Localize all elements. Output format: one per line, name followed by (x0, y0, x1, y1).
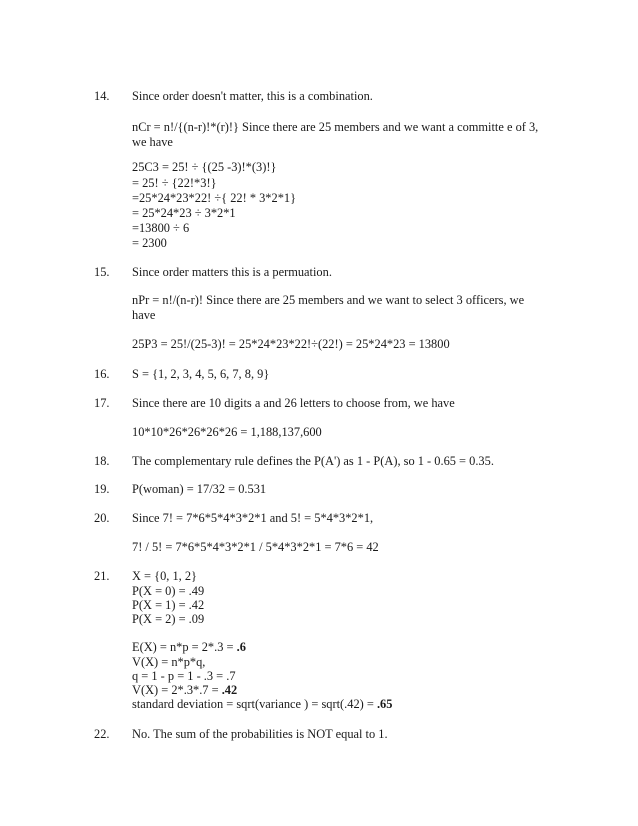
item-14-line: =13800 ÷ 6 (132, 221, 190, 235)
item-15-line: have (132, 308, 156, 322)
item-number-15: 15. (94, 265, 110, 279)
item-21-line: P(X = 0) = .49 (132, 584, 205, 598)
item-21-line: E(X) = n*p = 2*.3 = (132, 640, 237, 654)
item-21-line: X = {0, 1, 2} (132, 569, 198, 583)
item-number-17: 17. (94, 396, 110, 410)
item-14-line: =25*24*23*22! ÷{ 22! * 3*2*1} (132, 191, 297, 205)
variance-result: .42 (221, 683, 238, 697)
item-17-line: 10*10*26*26*26*26 = 1,188,137,600 (132, 425, 322, 439)
item-number-20: 20. (94, 511, 110, 525)
item-14-line: we have (132, 135, 173, 149)
item-15-line: Since order matters this is a permuation. (132, 265, 332, 279)
item-19-line: P(woman) = 17/32 = 0.531 (132, 482, 267, 496)
item-22-line: No. The sum of the probabilities is NOT equal to 1. (132, 727, 388, 741)
item-14-line: Since order doesn't matter, this is a combination. (132, 89, 373, 103)
item-21-std-dev (132, 697, 392, 712)
expected-value-result: .6 (236, 640, 246, 654)
item-21-line: P(X = 1) = .42 (132, 598, 205, 612)
item-14-line: nCr = n!/{(n-r)!*(r)!} Since there are 25 members and we want a committe e of 3, (132, 120, 539, 134)
item-20-line: 7! / 5! = 7*6*5*4*3*2*1 / 5*4*3*2*1 = 7*6 = 42 (132, 540, 379, 554)
item-18-line: The complementary rule defines the P(A') as 1 - P(A), so 1 - 0.65 = 0.35. (132, 454, 494, 468)
item-21-line: standard deviation = sqrt(variance ) = sqrt(.42) = (132, 697, 377, 711)
std-dev-result: .65 (376, 697, 393, 711)
item-number-21: 21. (94, 569, 110, 583)
item-16-line: S = {1, 2, 3, 4, 5, 6, 7, 8, 9} (132, 367, 270, 381)
item-number-14: 14. (94, 89, 110, 103)
item-14-line: = 25! ÷ {22!*3!} (132, 176, 217, 190)
item-21-line: V(X) = 2*.3*.7 = (132, 683, 222, 697)
item-21-line: P(X = 2) = .09 (132, 612, 205, 626)
item-21-line: V(X) = n*p*q, (132, 655, 206, 669)
item-21-expected-value (132, 640, 246, 655)
item-number-16: 16. (94, 367, 110, 381)
item-number-19: 19. (94, 482, 110, 496)
item-21-line: q = 1 - p = 1 - .3 = .7 (132, 669, 236, 683)
item-20-line: Since 7! = 7*6*5*4*3*2*1 and 5! = 5*4*3*2*1, (132, 511, 374, 525)
item-number-18: 18. (94, 454, 110, 468)
item-17-line: Since there are 10 digits a and 26 letters to choose from, we have (132, 396, 455, 410)
item-14-line: = 2300 (132, 236, 167, 250)
item-14-line: = 25*24*23 ÷ 3*2*1 (132, 206, 236, 220)
item-15-line: nPr = n!/(n-r)! Since there are 25 members and we want to select 3 officers, we (132, 293, 525, 307)
item-15-line: 25P3 = 25!/(25-3)! = 25*24*23*22!÷(22!) = 25*24*23 = 13800 (132, 337, 450, 351)
item-14-line: 25C3 = 25! ÷ {(25 -3)!*(3)!} (132, 160, 277, 174)
item-number-22: 22. (94, 727, 110, 741)
item-21-variance (132, 683, 237, 698)
